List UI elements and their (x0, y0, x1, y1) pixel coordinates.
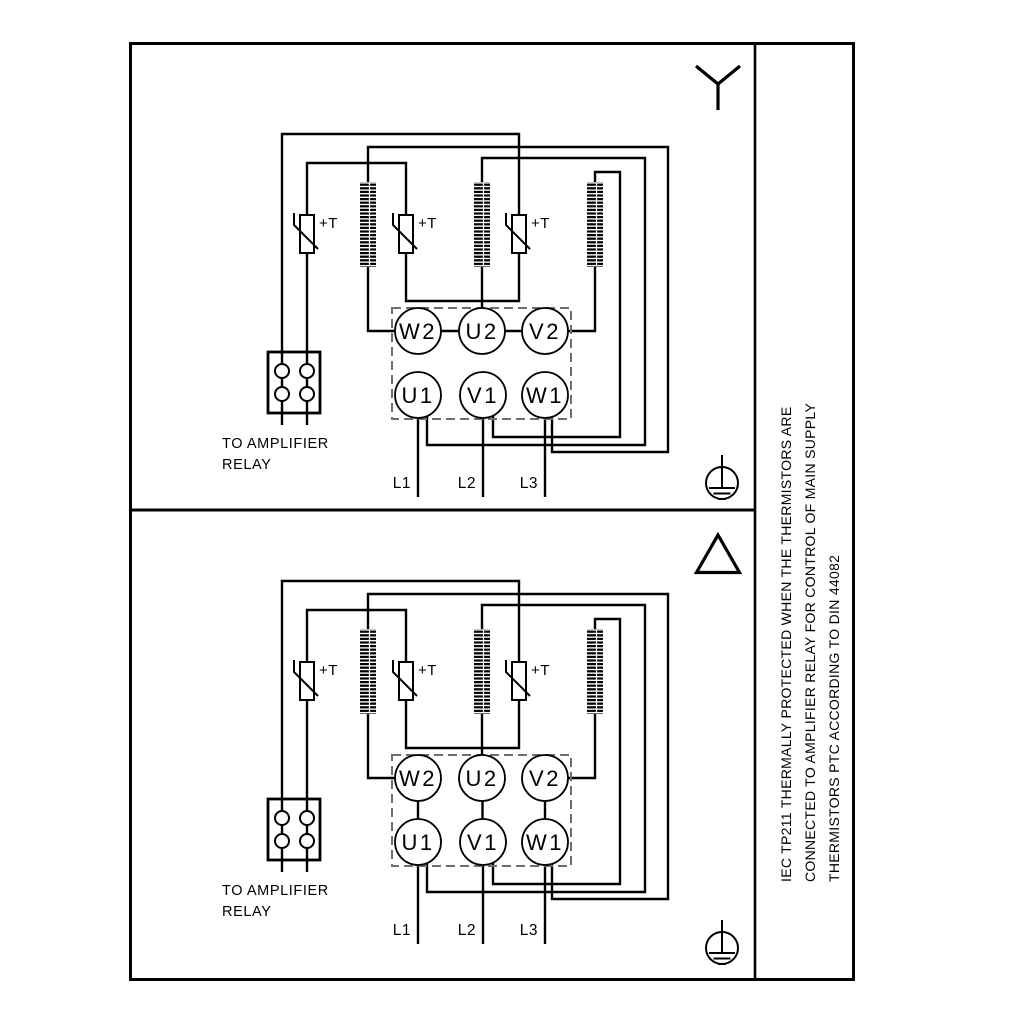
side-note-line3: THERMISTORS PTC ACCORDING TO DIN 44082 (826, 554, 842, 882)
delta-bridge-links (418, 801, 545, 819)
amplifier-note-line1: TO AMPLIFIER (222, 883, 329, 899)
thermistor-label: +T (531, 662, 550, 679)
thermistor-label: +T (319, 662, 338, 679)
terminal-label-u1: U1 (401, 830, 435, 855)
supply-line-label-l3: L3 (519, 475, 538, 492)
thermistor-label: +T (319, 215, 338, 232)
amplifier-note-line2: RELAY (222, 904, 272, 920)
terminal-label-w1: W1 (526, 383, 564, 408)
terminal-label-v1: V1 (467, 383, 499, 408)
side-note (778, 403, 842, 882)
supply-line-label-l2: L2 (457, 475, 476, 492)
star-connection-icon (696, 66, 740, 110)
ground-icon (706, 455, 738, 499)
side-note-line2: CONNECTED TO AMPLIFIER RELAY FOR CONTROL OF MAIN SUPPLY (802, 402, 818, 882)
supply-line-label-l1: L1 (392, 922, 411, 939)
delta-connection-icon (697, 535, 740, 573)
supply-line-label-l3: L3 (519, 922, 538, 939)
amplifier-note-line1: TO AMPLIFIER (222, 436, 329, 452)
ground-icon (706, 920, 738, 964)
side-note-line1: IEC TP211 THERMALLY PROTECTED WHEN THE THERMISTORS ARE (778, 406, 794, 882)
terminal-label-u2: U2 (465, 766, 499, 791)
supply-line-label-l2: L2 (457, 922, 476, 939)
terminal-label-w2: W2 (399, 766, 437, 791)
thermistor-label: +T (418, 215, 437, 232)
terminal-label-v2: V2 (529, 766, 561, 791)
thermistor-label: +T (531, 215, 550, 232)
amplifier-note-line2: RELAY (222, 457, 272, 473)
terminal-label-w2: W2 (399, 319, 437, 344)
terminal-label-v2: V2 (529, 319, 561, 344)
thermistor-label: +T (418, 662, 437, 679)
terminal-label-u2: U2 (465, 319, 499, 344)
terminal-label-w1: W1 (526, 830, 564, 855)
supply-line-label-l1: L1 (392, 475, 411, 492)
terminal-label-u1: U1 (401, 383, 435, 408)
terminal-label-v1: V1 (467, 830, 499, 855)
